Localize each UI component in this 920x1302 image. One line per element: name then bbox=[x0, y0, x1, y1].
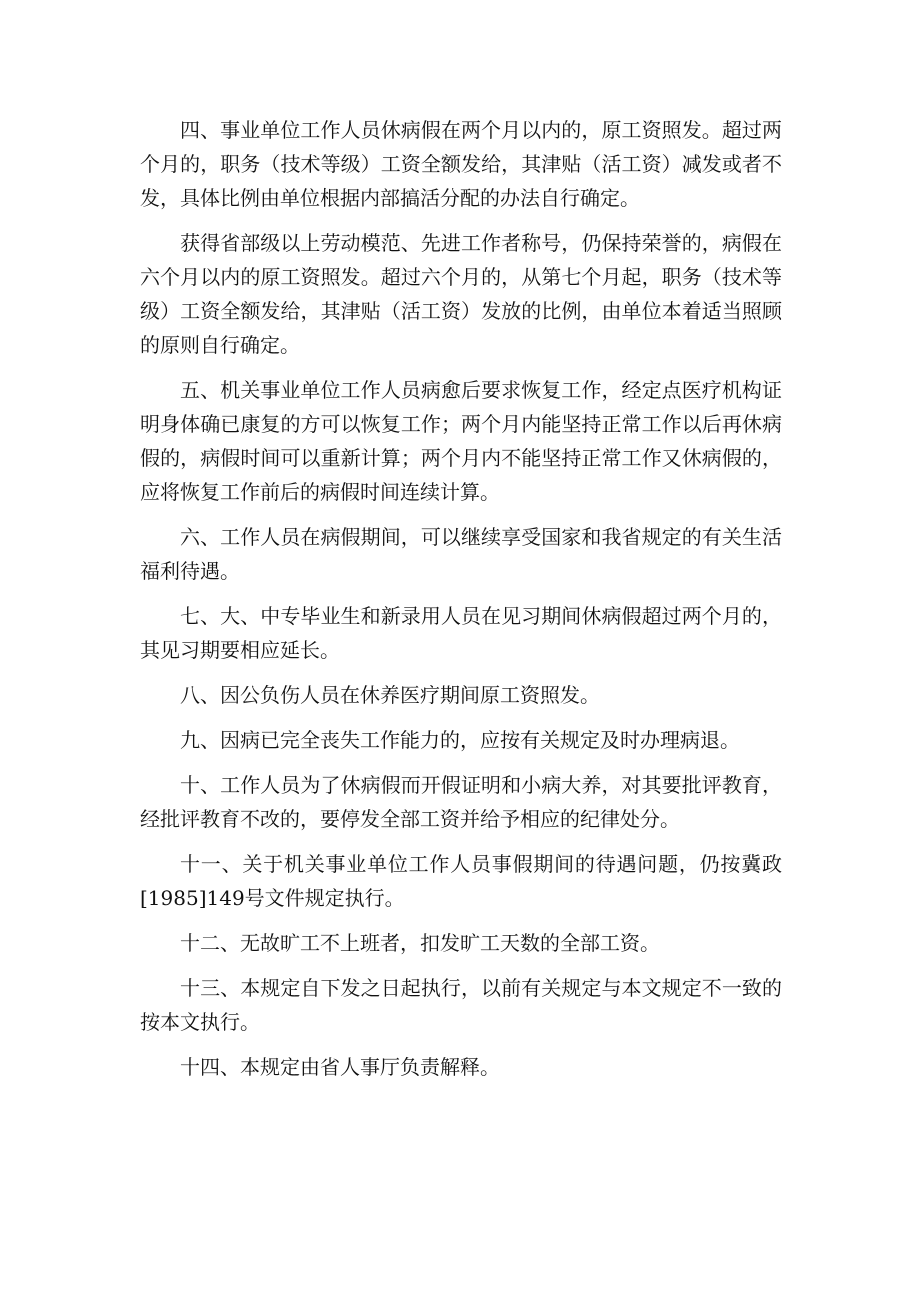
paragraph-section-6: 六、工作人员在病假期间，可以继续享受国家和我省规定的有关生活福利待遇。 bbox=[140, 525, 782, 583]
paragraph-section-13: 十三、本规定自下发之日起执行，以前有关规定与本文规定不一致的按本文执行。 bbox=[140, 976, 782, 1034]
paragraph-section-5: 五、机关事业单位工作人员病愈后要求恢复工作，经定点医疗机构证明身体确已康复的方可以恢复工作；两个月内能坚持正常工作以后再休病假的，病假时间可以重新计算；两个月内不能坚持正常工作又休病假的，应将恢复工作前后的病假时间连续计算。 bbox=[140, 378, 782, 504]
paragraph-section-11: 十一、关于机关事业单位工作人员事假期间的待遇问题，仍按冀政[1985]149号文件规定执行。 bbox=[140, 852, 782, 910]
paragraph-section-10: 十、工作人员为了休病假而开假证明和小病大养，对其要批评教育，经批评教育不改的，要停发全部工资并给予相应的纪律处分。 bbox=[140, 773, 782, 831]
paragraph-section-7: 七、大、中专毕业生和新录用人员在见习期间休病假超过两个月的，其见习期要相应延长。 bbox=[140, 604, 782, 662]
paragraph-model-worker-provision: 获得省部级以上劳动模范、先进工作者称号，仍保持荣誉的，病假在六个月以内的原工资照发。超过六个月的，从第七个月起，职务（技术等级）工资全额发给，其津贴（活工资）发放的比例，由单位本着适当照顾的原则自行确定。 bbox=[140, 231, 782, 357]
paragraph-section-8: 八、因公负伤人员在休养医疗期间原工资照发。 bbox=[180, 683, 600, 707]
paragraph-section-12: 十二、无故旷工不上班者，扣发旷工天数的全部工资。 bbox=[180, 931, 660, 955]
paragraph-section-14: 十四、本规定由省人事厅负责解释。 bbox=[180, 1055, 500, 1079]
paragraph-section-9: 九、因病已完全丧失工作能力的，应按有关规定及时办理病退。 bbox=[180, 728, 740, 752]
paragraph-section-4: 四、事业单位工作人员休病假在两个月以内的，原工资照发。超过两个月的，职务（技术等级）工资全额发给，其津贴（活工资）减发或者不发，具体比例由单位根据内部搞活分配的办法自行确定。 bbox=[140, 118, 782, 210]
document-body bbox=[140, 113, 782, 1095]
